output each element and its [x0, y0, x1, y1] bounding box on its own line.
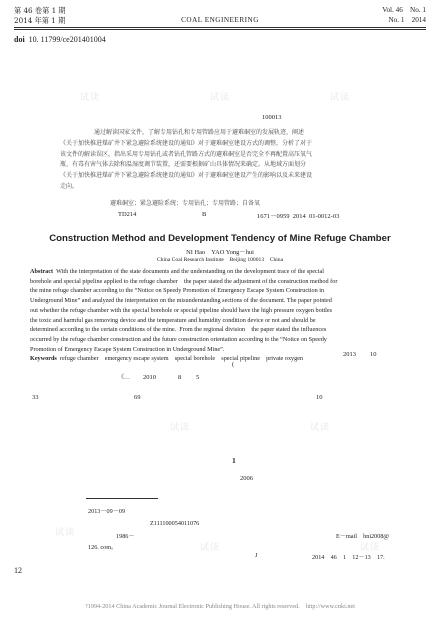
watermark-text: 试读: [360, 543, 381, 553]
body-fragment: 10: [316, 394, 323, 401]
doi-line: [14, 35, 106, 44]
keywords-label: Keywords: [30, 355, 57, 363]
footnote-citation-detail: 2014 46 1 12－13 17.: [312, 554, 385, 561]
keywords-en: Keywords refuge chamber emergency escape system special borehole special pipeline private oxygen: [30, 355, 304, 363]
body-fragment: 10: [370, 351, 377, 358]
doi-label: doi: [14, 35, 25, 44]
footnote-email-domain: 126. com。: [88, 544, 118, 551]
abstract-en-line: out whether the refuge chamber with the special borehole or special pipeline should have the high pressure oxygen bottles: [30, 306, 333, 314]
footnote-email: E－mail hni2008@: [336, 533, 390, 540]
abstract-cn-line: 《关于加快推进煤矿井下紧急避险系统建设的通知》对于避难硐室建设产生的影响以及未来建设: [60, 172, 313, 180]
abstract-cn-line: 通过解读国家文件，了解专用钻孔和专用管路应用于避难硐室的发展轨迹，阐述: [94, 129, 305, 136]
abstract-en-line: borehole and special pipeline applied to the refuge chamber the paper stated the adjustment of the construction method for: [30, 277, 338, 285]
header-volume-en: Vol. 46 No. 1: [382, 6, 426, 14]
header-rule-2: [14, 29, 426, 30]
abstract-cn-line: 《关于加快推进煤矿井下紧急避险系统建设的通知》对于避难硐室建设方式的调整，分析了对于: [60, 139, 313, 147]
body-fragment: 69: [134, 394, 141, 401]
body-fragment: 2006: [240, 475, 253, 482]
watermark-text: 试读: [200, 543, 221, 553]
document-code: B: [202, 211, 207, 218]
authors-en: NI Hao YAO Yong－hui: [186, 249, 254, 256]
watermark-text: 试读: [330, 93, 351, 103]
doi-value: 10. 11799/ce201401004: [28, 35, 106, 44]
page-number: 12: [14, 566, 22, 575]
section-number: 1: [232, 456, 236, 465]
footnote-received-date: 2013－09－09: [88, 508, 126, 515]
body-fragment: 33: [32, 394, 39, 401]
abstract-label: Abstract: [30, 268, 54, 275]
footnote-fund-number: Z111100054011076: [150, 520, 200, 527]
header-year-cn: 2014 年第 1 期: [14, 16, 66, 25]
header-rule: [14, 27, 426, 28]
abstract-en-line: occurred by the refuge chamber construction and the future construction orientation according to the “Notice on Speedy: [30, 335, 327, 343]
watermark-text: 试读: [310, 423, 331, 433]
footnote-author-birth: 1986－: [116, 533, 135, 540]
header-number-en: No. 1 2014: [388, 16, 426, 24]
abstract-en-line: determined according to the certain conditions of the mine. From the regional division the paper stated the influences: [30, 326, 327, 334]
article-number: 1671－0959 2014 01-0012-03: [257, 213, 340, 220]
abstract-cn-line: 瓶、有毒有害气体去除和温湿度调节装置，还需要根据矿山具体情况来确定。从地域方面划分: [60, 161, 307, 169]
abstract-en-line: Abstract With the interpretation of the state documents and the understanding on the development trace of the special: [30, 268, 324, 275]
watermark-text: 试读: [170, 423, 191, 433]
abstract-cn: [60, 128, 390, 193]
abstract-en-line: Promotion of Emergency Escape System Construction in Underground Mine”.: [30, 345, 225, 353]
body-fragment: 2010: [143, 374, 156, 381]
body-fragment: 《…: [118, 375, 131, 381]
abstract-en-line: the mine refuge chamber according to the “Notice on Speedy Promotion of Emergency Escape System Construction in: [30, 287, 325, 295]
abstract-en-line: Underground Mine” and analyzed the interpretation on the misunderstanding sections of the document. The paper pointed: [30, 297, 332, 305]
title-en: Construction Method and Development Tendency of Mine Refuge Chamber: [49, 233, 391, 244]
abstract-en: [30, 267, 412, 364]
abstract-cn-line: 走向。: [60, 182, 79, 190]
watermark-text: 试读: [210, 93, 231, 103]
body-fragment: 8: [178, 374, 182, 381]
watermark-text: 试读: [80, 93, 101, 103]
abstract-cn-line: 该文件的解读误区，指出采用专用钻孔或者钻孔管路方式的避难硐室是否完全不再配置高压氧气: [60, 150, 313, 158]
journal-name: COAL ENGINEERING: [181, 16, 259, 24]
affiliation-postcode: 100013: [262, 114, 282, 121]
footnote-rule: [86, 498, 158, 499]
body-fragment: 5: [196, 374, 200, 381]
abstract-en-line: the toxic and harmful gas removing device and the temperature and humidity condition device or not and should be: [30, 316, 316, 324]
body-fragment: (: [232, 361, 235, 368]
header-volume-cn: 第 46 卷第 1 期: [14, 6, 66, 15]
keywords-cn: 避难硐室；紧急避险系统；专用钻孔；专用管路；自备氧: [110, 200, 261, 207]
affiliation-en: China Coal Research Institute Beijing 100013 China: [156, 257, 284, 263]
watermark-text: 试读: [55, 528, 76, 538]
copyright-line: ?1994-2014 China Academic Journal Electronic Publishing House. All rights reserved. http://www.cnki.net: [85, 603, 355, 610]
footnote-citation-type: J: [255, 552, 258, 559]
clc-number: TD214: [118, 211, 137, 218]
body-fragment: 2013: [343, 351, 356, 358]
